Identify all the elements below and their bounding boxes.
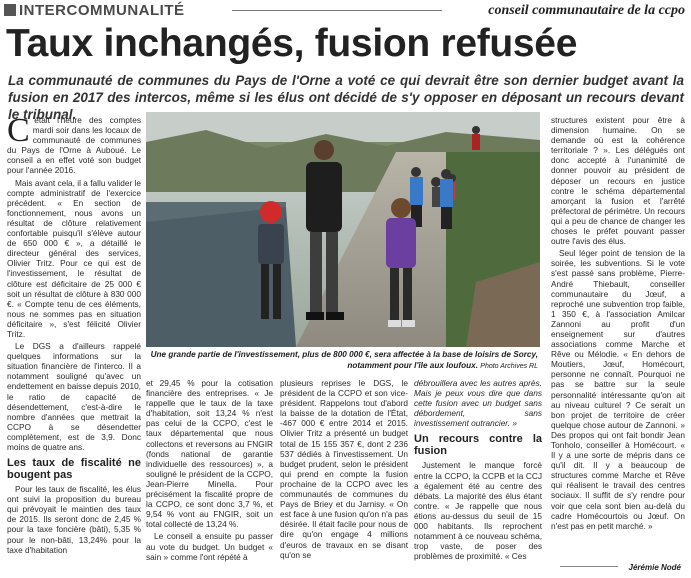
col5-paragraph-2: Seul léger point de tension de la soirée, les subventions. Si le vote s'est passé sans problème, Pierre-André Thiebault, conseiller communautaire du Jœuf, a reproché une subvention trop faible, 1 350 €, à l'association Amilcar Zannoni au profit d'un enseignement sur d'autres associations comme Marche et Rêve ou Mélodie. « En dehors de Moutiers, Jœuf, Homécourt, personne ne connaît. Pourquoi ne pas se battre sur la seule personnalité intéressante qu'on ait au niveau culturel ? Ce serait un bon projet de territoire de créer quelque chose autour de Zannoni. » Des propos qui ont fait bondir Jean Tonholo, conseiller à Homécourt. « Il y a une sorte de mépris dans ce qu'il dit. Il y a beaucoup de structures comme Marche et Rêve qui réalisent le travail des centres sociaux. Il suffit de s'y rendre pour voir que cela sont bien au-delà du cadre Homécourtois ou Jœuf. On n'est pas en petit marché. » [551, 248, 685, 531]
col4-paragraph-1: débrouillera avec les autres après. Mais je peux vous dire que dans cette fusion avec un budget sans débordement, sans investissement outrancier. » [414, 378, 542, 429]
col2-paragraph-2: Le conseil a ensuite pu passer au vote du budget. Un budget « sain » comme l'ont répété à [146, 531, 273, 562]
header-rule [232, 10, 442, 11]
col1-paragraph-3: Le DGS a d'ailleurs rappelé quelques informations sur la situation financière de l'interco. Il a notamment souligné qu'avec un endettement en baisse depuis 2010, le ratio de capacité de désendettement, c'est-à-dire le nombre d'années que mettrait la CCPO à se désendetter complètement, est de 3,9. Donc moins de quatre ans. [7, 341, 141, 452]
col1-paragraph-2: Mais avant cela, il a fallu valider le compte administratif de l'exercice précédent. « En section de fonctionnement, nous avons un résultat de clôture relativement confortable puisqu'il s'élève autour de 650 000 € », a détaillé le directeur général des services, Olivier Tritz. Pour ce qui est de l'investissement, le résultat de clôture est déficitaire de 25 000 € soit un résultat de clôture à 830 000 €. « Compte tenu de ces éléments, nous ne sommes pas en situation déficitaire », s'est félicité Olivier Tritz. [7, 177, 141, 339]
article-column-3 [280, 378, 408, 575]
col3-paragraph-1: plusieurs reprises le DGS, le président de la CCPO et son vice-président. Rappelons tout d'abord la baisse de la dotation de l'État, -467 000 € entre 2014 et 2015. Olivier Tritz a présenté un budget total de 15 155 357 €, dont 2 236 537 dédiés à l'investissement. Un budget prudent, selon le président qui prend en compte la fusion prochaine de la CCPO avec les communautés de communes du Pays de Briey et du Jarnisy. « On est face à une fusion qu'on n'a pas désirée. Il était facile pour nous de dire qu'on engage 4 millions d'euros de travaux en se disant qu'on se [280, 378, 408, 560]
author-signature: Jérémie Nodé [628, 563, 681, 572]
subheading-recours: Un recours contre la fusion [414, 433, 542, 458]
col1-paragraph-4: Pour les taux de fiscalité, les élus ont suivi la proposition du bureau qui prévoyait le maintien des taux de 2015. Ils seront donc de 2,45 % pour la taxe foncière (bâti), 5,35 % pour le non-bâti, 13,24% pour la taxe d'habitation [7, 484, 141, 555]
col1-paragraph-1: C 'était l'heure des comptes mardi soir dans les locaux de communauté de communes du Pays de l'Orne à Auboué. Le conseil a en effet voté son budget pour l'année 2016. [7, 115, 141, 176]
signature-rule [560, 566, 618, 567]
section-header [0, 0, 691, 22]
lead-paragraph: La communauté de communes du Pays de l'Orne a voté ce qui devrait être son dernier budget avant la fusion en 2017 des intercos, même si les élus ont décidé de s'y opposer en déposant un recours devant le tribunal. [8, 73, 684, 122]
subheading-fiscalite: Les taux de fiscalité ne bougent pas [7, 457, 141, 482]
col2-paragraph-1: et 29,45 % pour la cotisation financière des entreprises. « Je rappelle que le taux de la taxe d'habitation, soit 13,24 % n'est pas celui de la CCPO, c'est le taux départemental que nous collectons et reversons au FNGIR (fonds national de garantie individuelle des ressources) », a souligné le président de la CCPO, Jean-Pierre Minella. Pour précisément la fiscalité propre de la CCPO, ce sont donc 3,7 %, et 9,54 % vont au FNGIR, soit un total collecté de 13,24 %. [146, 378, 273, 530]
photo-credit: Photo Archives RL [480, 362, 538, 370]
photo-family-walk [146, 112, 540, 347]
section-title: INTERCOMMUNALITÉ [19, 2, 185, 19]
photo-caption [146, 350, 538, 372]
article-column-5 [551, 115, 685, 563]
photo-caption-text: Une grande partie de l'investissement, plus de 800 000 €, sera affectée à la base de loisirs de Sorcy, notamment pour l'île aux loufoux. [150, 350, 538, 370]
headline: Taux inchangés, fusion refusée [6, 22, 578, 65]
col5-paragraph-1: structures existent pour être à dimension humaine. On se demande où est la cohérence territoriale ? ». Les délégués ont donc accepté à l'unanimité de donner pouvoir au président de déposer un recours en justice contre le schéma départemental amorçant la fusion et l'arrêté préfectoral de périmètre. Un recours qui a peu de chance de changer les choses le préfet pouvant passer outre l'avis des élus. [551, 115, 685, 247]
section-marker [4, 4, 16, 16]
section-tag: conseil communautaire de la ccpo [488, 3, 685, 18]
article-column-4 [414, 378, 542, 575]
article-column-2 [146, 378, 273, 575]
col4-paragraph-2: Justement le manque forcé entre la CCPO, la CCPB et la CCJ a également été au centre des débats. La majorité des élus étant contre. « Je rappelle que nous étions au-dessus du seuil de 15 000 habitants. Ils reprochent notamment à ce nouveau schéma, trop vaste, de poser des problèmes de proximité. « Ces [414, 460, 542, 562]
article-column-1 [7, 115, 141, 575]
article-photo [146, 112, 540, 347]
drop-cap: C [7, 115, 30, 149]
